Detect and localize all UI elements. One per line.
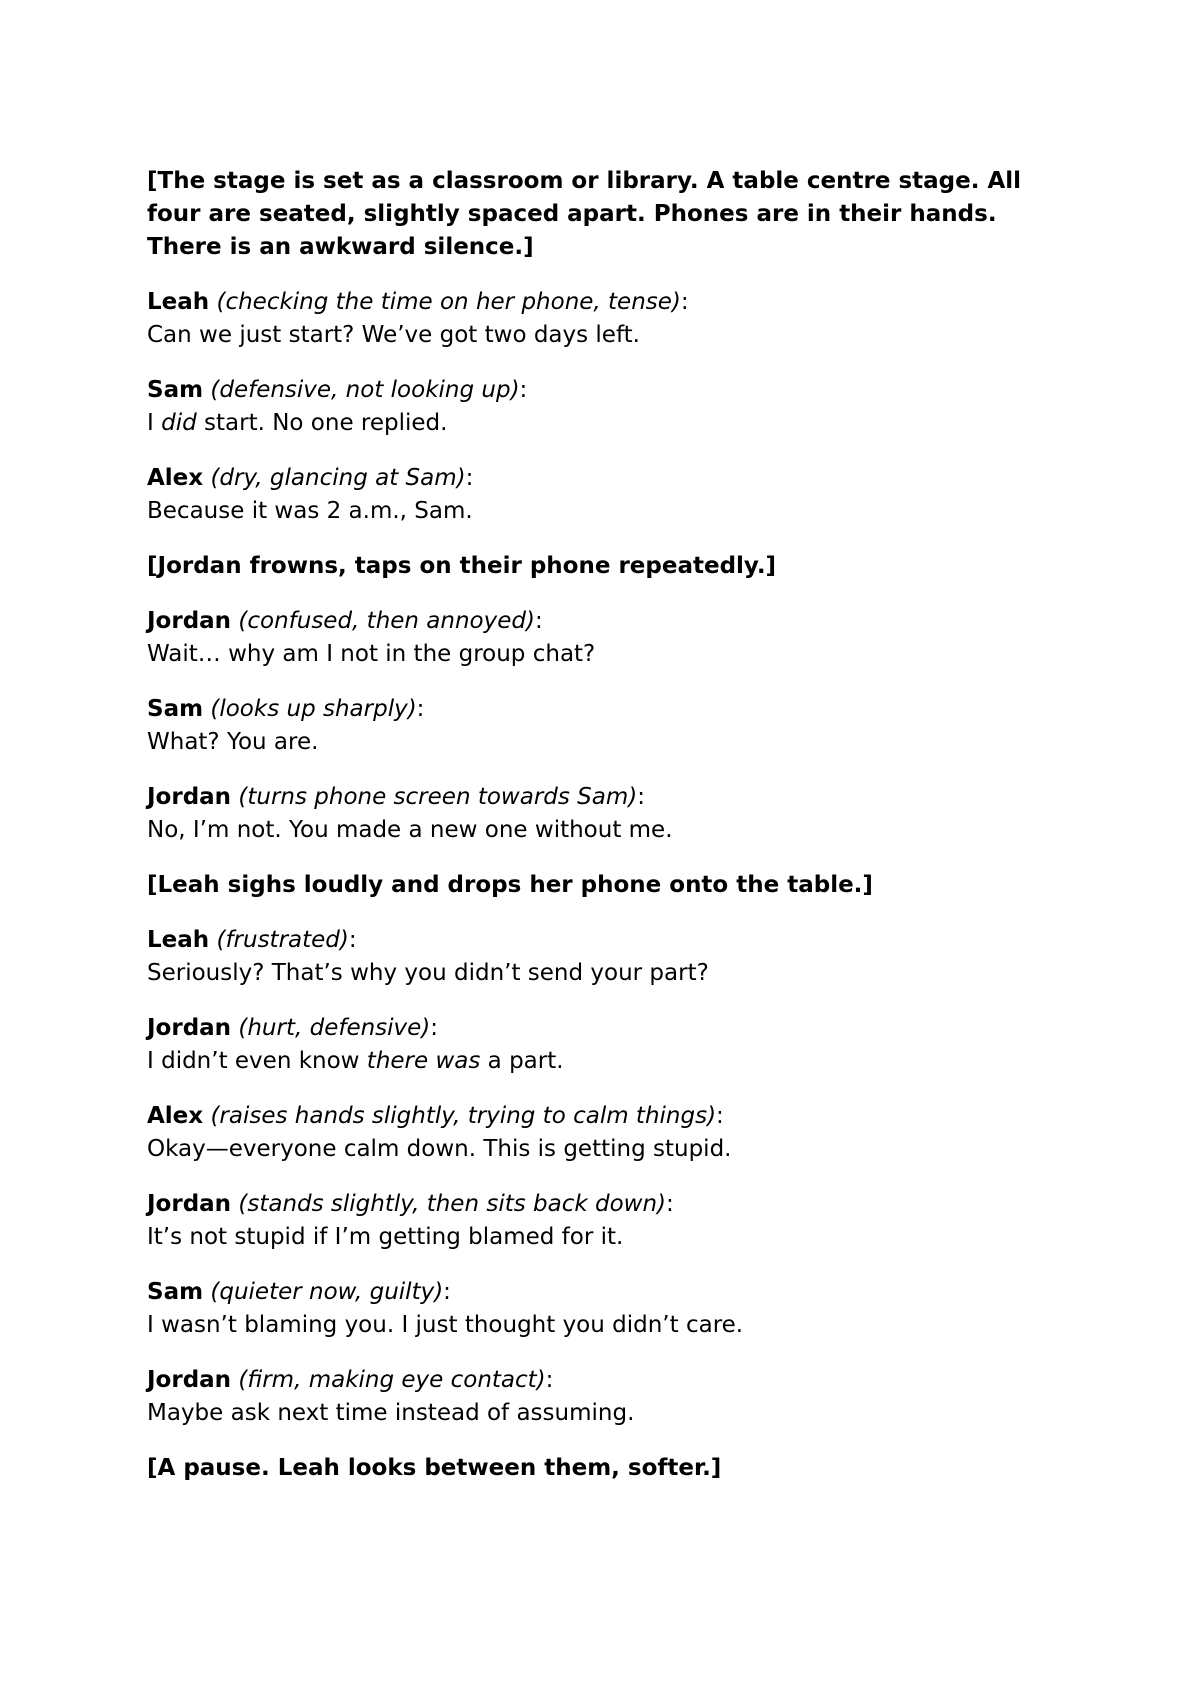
- speaker-row: [147, 462, 1067, 495]
- colon: :: [430, 1015, 439, 1041]
- parenthetical: (looks up sharply): [210, 696, 417, 722]
- speech-segment: a part.: [480, 1048, 564, 1074]
- parenthetical: (frustrated): [216, 927, 349, 953]
- speech-text: [147, 1309, 1067, 1342]
- speech-text: [147, 1221, 1067, 1254]
- speaker-name: Jordan: [147, 1015, 232, 1041]
- speech-text: [147, 1045, 1067, 1078]
- parenthetical: (turns phone screen towards Sam): [238, 784, 638, 810]
- colon: :: [680, 289, 689, 315]
- colon: :: [637, 784, 645, 810]
- speaker-name: Alex: [147, 465, 204, 491]
- dialogue-line: [147, 605, 1067, 671]
- speaker-name: Sam: [147, 377, 204, 403]
- speaker-row: [147, 1100, 1067, 1133]
- dialogue-line: [147, 1188, 1067, 1254]
- stage-direction: [A pause. Leah looks between them, softer.]: [147, 1455, 722, 1481]
- speech-text: [147, 1397, 1067, 1430]
- speech-segment: Maybe ask next time instead of assuming.: [147, 1400, 635, 1426]
- dialogue-line: [147, 286, 1067, 352]
- speech-text: [147, 319, 1067, 352]
- speaker-row: [147, 1276, 1067, 1309]
- colon: :: [716, 1103, 724, 1129]
- parenthetical: (firm, making eye contact): [238, 1367, 546, 1393]
- speech-segment: Okay—everyone calm down. This is getting stupid.: [147, 1136, 732, 1162]
- speaker-name: Jordan: [147, 784, 232, 810]
- dialogue-line: [147, 462, 1067, 528]
- speech-text: [147, 1133, 1067, 1166]
- speech-segment: I: [147, 410, 162, 436]
- script-page: [147, 165, 1067, 1507]
- speaker-row: [147, 924, 1067, 957]
- parenthetical: (defensive, not looking up): [210, 377, 520, 403]
- colon: :: [443, 1279, 451, 1305]
- speaker-row: [147, 1012, 1067, 1045]
- stage-direction: [The stage is set as a classroom or library. A table centre stage. All four are seated, slightly spaced apart. Phones are in their hands. There is an awkward silence.]: [147, 168, 1022, 260]
- speech-segment: I wasn’t blaming you. I just thought you didn’t care.: [147, 1312, 744, 1338]
- speech-segment: What? You are.: [147, 729, 319, 755]
- speaker-row: [147, 286, 1067, 319]
- speaker-name: Alex: [147, 1103, 204, 1129]
- colon: :: [534, 608, 543, 634]
- dialogue-line: [147, 1364, 1067, 1430]
- speech-segment: start. No one replied.: [196, 410, 448, 436]
- speech-text: [147, 814, 1067, 847]
- speaker-row: [147, 374, 1067, 407]
- dialogue-line: [147, 924, 1067, 990]
- speech-text: [147, 638, 1067, 671]
- parenthetical: (quieter now, guilty): [210, 1279, 444, 1305]
- speaker-name: Jordan: [147, 1367, 232, 1393]
- speaker-row: [147, 1364, 1067, 1397]
- dialogue-line: [147, 1012, 1067, 1078]
- speaker-name: Jordan: [147, 1191, 232, 1217]
- colon: :: [465, 465, 474, 491]
- speaker-name: Leah: [147, 927, 210, 953]
- speech-emphasis: there was: [366, 1048, 481, 1074]
- parenthetical: (dry, glancing at Sam): [210, 465, 466, 491]
- stage-direction: [Leah sighs loudly and drops her phone onto the table.]: [147, 872, 873, 898]
- dialogue-line: [147, 374, 1067, 440]
- speech-segment: No, I’m not. You made a new one without me.: [147, 817, 673, 843]
- speech-segment: I didn’t even know: [147, 1048, 367, 1074]
- speaker-row: [147, 1188, 1067, 1221]
- speaker-name: Jordan: [147, 608, 232, 634]
- parenthetical: (raises hands slightly, trying to calm things): [210, 1103, 717, 1129]
- parenthetical: (stands slightly, then sits back down): [238, 1191, 667, 1217]
- speech-text: [147, 495, 1067, 528]
- speaker-name: Sam: [147, 1279, 204, 1305]
- speech-text: [147, 957, 1067, 990]
- parenthetical: (confused, then annoyed): [238, 608, 535, 634]
- parenthetical: (hurt, defensive): [238, 1015, 431, 1041]
- parenthetical: (checking the time on her phone, tense): [216, 289, 681, 315]
- colon: :: [666, 1191, 674, 1217]
- speech-segment: Because it was 2 a.m., Sam.: [147, 498, 473, 524]
- speaker-row: [147, 781, 1067, 814]
- speaker-row: [147, 605, 1067, 638]
- speaker-name: Leah: [147, 289, 210, 315]
- stage-direction: [Jordan frowns, taps on their phone repeatedly.]: [147, 553, 777, 579]
- colon: :: [348, 927, 357, 953]
- speech-text: [147, 726, 1067, 759]
- dialogue-line: [147, 781, 1067, 847]
- colon: :: [519, 377, 528, 403]
- colon: :: [545, 1367, 554, 1393]
- speaker-row: [147, 693, 1067, 726]
- dialogue-line: [147, 1100, 1067, 1166]
- speech-segment: Can we just start? We’ve got two days left.: [147, 322, 640, 348]
- dialogue-line: [147, 1276, 1067, 1342]
- speech-segment: It’s not stupid if I’m getting blamed for it.: [147, 1224, 624, 1250]
- speech-segment: Seriously? That’s why you didn’t send your part?: [147, 960, 709, 986]
- colon: :: [416, 696, 425, 722]
- speech-emphasis: did: [161, 410, 197, 436]
- speaker-name: Sam: [147, 696, 204, 722]
- speech-segment: Wait… why am I not in the group chat?: [147, 641, 596, 667]
- speech-text: [147, 407, 1067, 440]
- dialogue-line: [147, 693, 1067, 759]
